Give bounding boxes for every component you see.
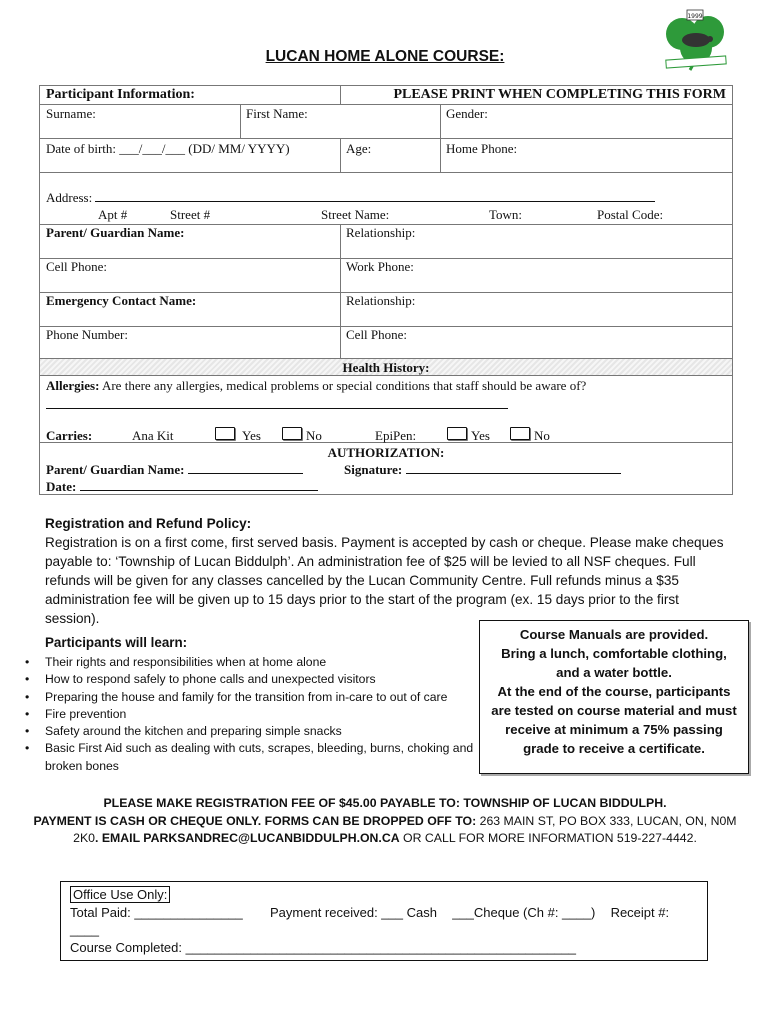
payment-received-field[interactable]: Payment received: ___ Cash bbox=[270, 904, 437, 920]
list-item: • Preparing the house and family for the transition from in-care to out of care bbox=[25, 689, 477, 706]
office-use-box bbox=[60, 881, 708, 961]
refund-policy bbox=[45, 514, 735, 628]
emergency-cell-phone-field[interactable]: Cell Phone: bbox=[346, 327, 408, 342]
learn-heading: Participants will learn: bbox=[45, 635, 188, 650]
home-phone-field[interactable]: Home Phone: bbox=[446, 141, 518, 156]
date-label: Date: bbox=[46, 479, 77, 494]
work-phone-field[interactable]: Work Phone: bbox=[346, 259, 414, 274]
parent-name-field[interactable]: Parent/ Guardian Name: bbox=[46, 225, 185, 240]
allergies-label: Allergies: bbox=[46, 378, 100, 393]
allergies-text: Are there any allergies, medical problems or special conditions that staff should be aware of? bbox=[101, 378, 587, 393]
address-field[interactable] bbox=[40, 190, 661, 206]
address-postal-label: Postal Code: bbox=[597, 207, 664, 222]
list-item: • Fire prevention bbox=[25, 706, 477, 723]
course-manuals-box bbox=[479, 620, 749, 774]
address-street-name-label: Street Name: bbox=[321, 207, 390, 222]
print-notice: PLEASE PRINT WHEN COMPLETING THIS FORM bbox=[393, 87, 726, 102]
authorization-heading: AUTHORIZATION: bbox=[327, 445, 445, 460]
epipen-yes-label: Yes bbox=[471, 428, 490, 443]
first-name-field[interactable]: First Name: bbox=[246, 106, 308, 121]
manuals-line: Bring a lunch, comfortable clothing, and a water bottle. bbox=[501, 646, 727, 680]
epipen-yes-checkbox[interactable] bbox=[447, 427, 467, 440]
list-item: • Basic First Aid such as dealing with cuts, scrapes, bleeding, burns, choking and broken bones bbox=[25, 740, 477, 775]
ana-kit-no-label: No bbox=[306, 428, 322, 443]
ana-kit-label: Ana Kit bbox=[132, 428, 174, 443]
ana-kit-yes-label: Yes bbox=[242, 428, 261, 443]
emergency-relationship-field[interactable]: Relationship: bbox=[346, 293, 416, 308]
epipen-no-label: No bbox=[534, 428, 550, 443]
allergies-question bbox=[40, 378, 592, 394]
list-item: • Safety around the kitchen and preparing simple snacks bbox=[25, 723, 477, 740]
office-payment-row bbox=[70, 904, 698, 939]
surname-field[interactable]: Surname: bbox=[46, 106, 96, 121]
receipt-field[interactable]: Receipt #: ____ bbox=[70, 904, 670, 937]
ana-kit-no-checkbox[interactable] bbox=[282, 427, 302, 440]
emergency-contact-field[interactable]: Emergency Contact Name: bbox=[46, 293, 197, 308]
course-completed-field[interactable]: Course Completed: ______________________________________________________ bbox=[70, 939, 577, 955]
refund-policy-text: Registration is on a first come, first served basis. Payment is accepted by cash or cheque. Please make cheques payable to: ‘Township of Lucan Biddulph’. An administration fee of $25 will be levied to all NSF cheques. Full refunds will be given for any classes cancelled by the Lucan Community Centre. Full refunds minus a $35 administration fee will be given up to 15 days prior to the start of the program (ex. 15 days prior to the first session). bbox=[45, 535, 724, 626]
registration-form bbox=[39, 85, 733, 495]
address-label: Address: bbox=[46, 190, 93, 205]
participant-info-heading: Participant Information: bbox=[46, 87, 195, 102]
payment-fee-line: PLEASE MAKE REGISTRATION FEE OF $45.00 PAYABLE TO: TOWNSHIP OF LUCAN BIDDULPH. bbox=[103, 796, 667, 810]
payment-instructions bbox=[30, 795, 740, 848]
ana-kit-yes-checkbox[interactable] bbox=[215, 427, 235, 440]
list-item: • How to respond safely to phone calls and unexpected visitors bbox=[25, 671, 477, 688]
age-field[interactable]: Age: bbox=[346, 141, 372, 156]
date-field[interactable] bbox=[40, 479, 324, 495]
address-street-no-label: Street # bbox=[170, 207, 211, 222]
health-history-heading: Health History: bbox=[40, 358, 732, 376]
address-town-label: Town: bbox=[489, 207, 523, 222]
manuals-line: At the end of the course, participants are tested on course material and must receive at minimum a 75% passing grade to receive a certificate. bbox=[491, 684, 737, 756]
signature-label: Signature: bbox=[344, 462, 403, 477]
office-use-heading: Office Use Only: bbox=[70, 886, 170, 903]
epipen-no-checkbox[interactable] bbox=[510, 427, 530, 440]
phone-number-field[interactable]: Phone Number: bbox=[46, 327, 128, 342]
manuals-line: Course Manuals are provided. bbox=[519, 627, 709, 642]
cell-phone-field[interactable]: Cell Phone: bbox=[46, 259, 108, 274]
auth-parent-label: Parent/ Guardian Name: bbox=[46, 462, 185, 477]
gender-field[interactable]: Gender: bbox=[446, 106, 488, 121]
list-item: • Their rights and responsibilities when at home alone bbox=[25, 654, 477, 671]
auth-parent-field[interactable] bbox=[40, 462, 309, 478]
address-apt-label: Apt # bbox=[98, 207, 128, 222]
relationship-field[interactable]: Relationship: bbox=[346, 225, 416, 240]
page-title: LUCAN HOME ALONE COURSE: bbox=[265, 48, 505, 65]
total-paid-field[interactable]: Total Paid: _______________ bbox=[70, 904, 243, 920]
allergies-answer-line[interactable] bbox=[46, 408, 508, 409]
logo-year: 1999 bbox=[687, 13, 703, 20]
carries-label: Carries: bbox=[46, 428, 93, 443]
signature-field[interactable] bbox=[338, 462, 627, 478]
learn-list bbox=[25, 654, 477, 775]
cheque-field[interactable]: ___Cheque (Ch #: ____) bbox=[452, 904, 596, 920]
address-line bbox=[95, 191, 655, 202]
payment-dropoff-line: PAYMENT IS CASH OR CHEQUE ONLY. FORMS CAN BE DROPPED OFF TO: 263 MAIN ST, PO BOX 333, LUCAN, ON, N0M 2K0. EMAIL PARKSANDREC@LUCANBIDDULPH.ON.CA OR CALL FOR MORE INFORMATION 519-227-4442. bbox=[33, 813, 737, 845]
dob-field[interactable]: Date of birth: ___/___/___ (DD/ MM/ YYYY) bbox=[46, 141, 290, 156]
epipen-label: EpiPen: bbox=[375, 428, 417, 443]
refund-policy-heading: Registration and Refund Policy: bbox=[45, 516, 252, 531]
